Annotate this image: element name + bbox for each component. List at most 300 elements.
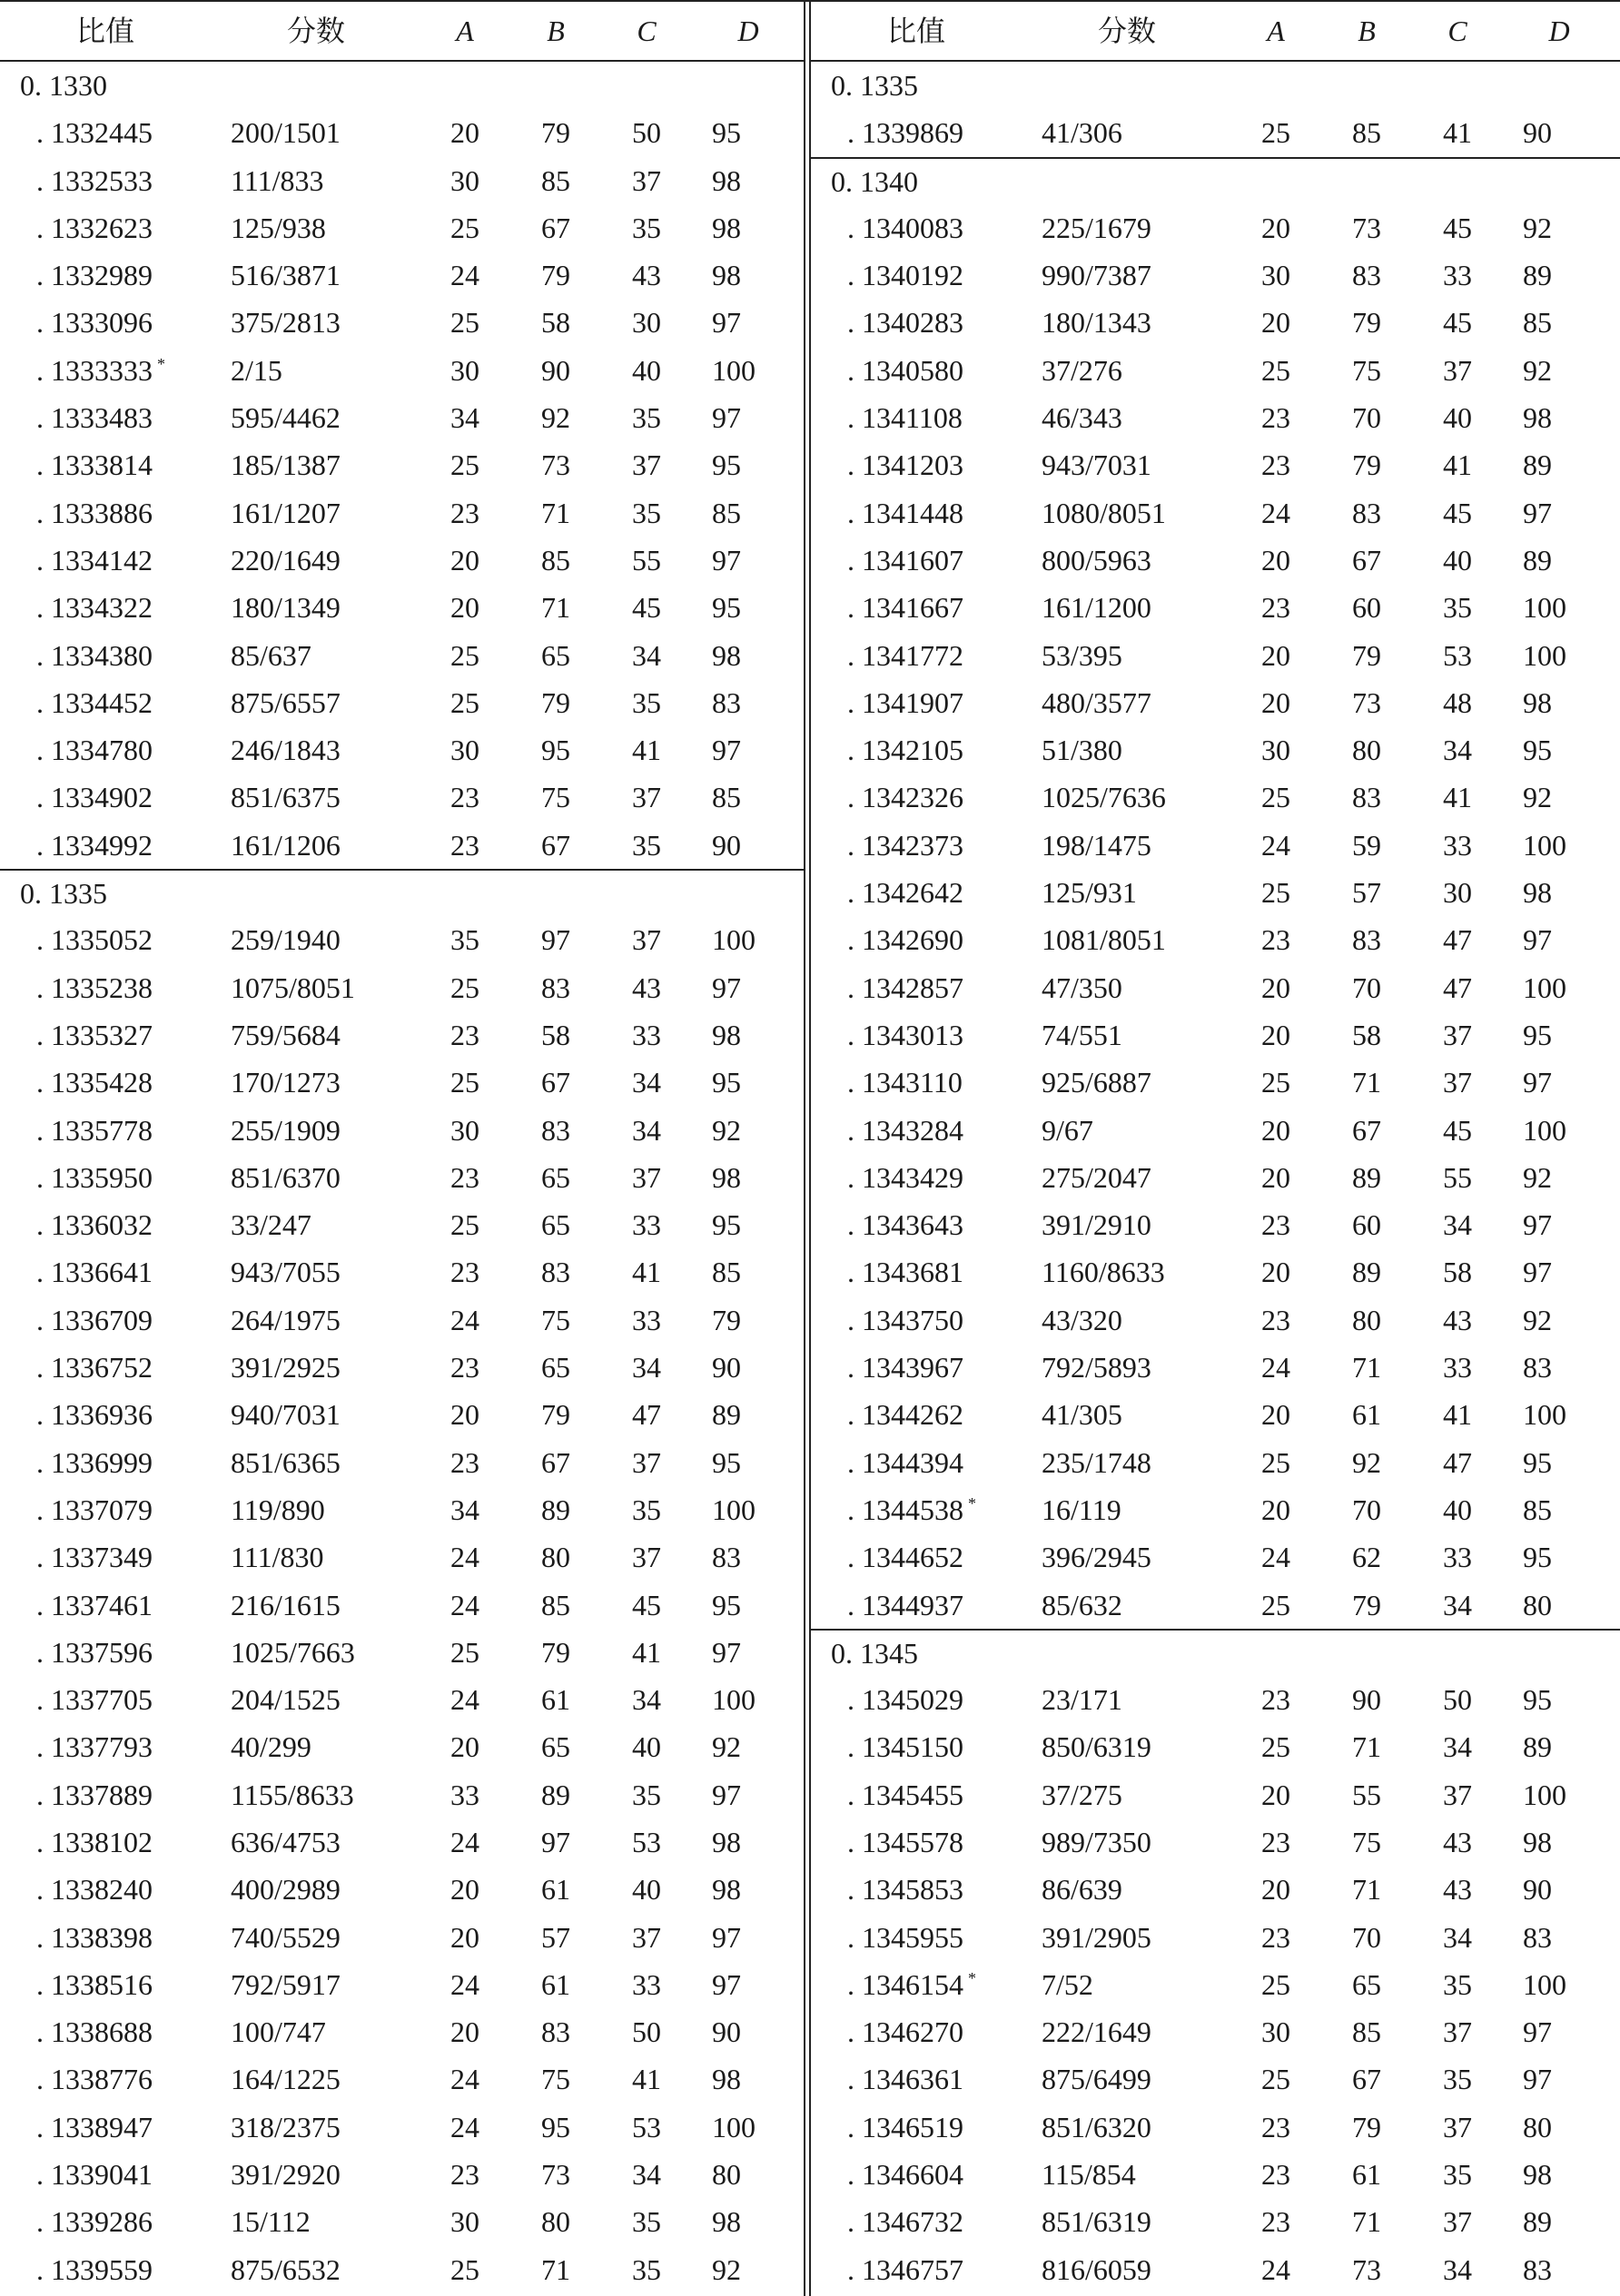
ratio-value: . 1346519 <box>847 2110 963 2143</box>
ratio-value: . 1341772 <box>847 638 963 672</box>
table-header <box>0 2 804 62</box>
c-cell: 40 <box>632 1873 661 1907</box>
a-cell: 24 <box>450 1967 479 2001</box>
c-cell: 43 <box>1443 1825 1472 1858</box>
table-row <box>0 1914 804 1961</box>
a-cell: 23 <box>1261 2158 1290 2192</box>
table-row <box>0 441 804 488</box>
table-row <box>0 2055 804 2103</box>
fraction-cell: 43/320 <box>1042 1303 1122 1336</box>
a-cell: 20 <box>1261 1493 1290 1526</box>
ratio-value: . 1335327 <box>36 1018 153 1051</box>
c-cell: 40 <box>1443 401 1472 435</box>
table-row <box>0 584 804 631</box>
ratio-value: . 1335428 <box>36 1066 153 1099</box>
fraction-cell: 46/343 <box>1042 401 1122 435</box>
b-cell: 67 <box>541 1066 570 1099</box>
table-row <box>811 1582 1620 1629</box>
b-cell: 55 <box>1352 1778 1381 1811</box>
b-cell: 85 <box>541 1588 570 1621</box>
table-row <box>811 584 1620 631</box>
fraction-cell: 851/6319 <box>1042 2205 1151 2239</box>
ratio-cell <box>847 251 1042 299</box>
b-cell: 73 <box>1352 685 1381 719</box>
table-row <box>811 299 1620 346</box>
ratio-value: . 1334452 <box>36 685 153 719</box>
b-cell: 70 <box>1352 971 1381 1004</box>
a-cell: 20 <box>450 543 479 576</box>
table-row <box>811 2055 1620 2103</box>
ratio-value: . 1337705 <box>36 1683 153 1717</box>
a-cell: 23 <box>1261 401 1290 435</box>
d-cell: 100 <box>712 1493 756 1526</box>
b-cell: 70 <box>1352 1920 1381 1954</box>
fraction-cell: 1075/8051 <box>231 971 355 1004</box>
d-cell: 97 <box>1523 1208 1552 1242</box>
section-label: 0. 1330 <box>20 69 107 102</box>
ratio-value: . 1342857 <box>847 971 963 1004</box>
a-cell: 24 <box>450 1683 479 1717</box>
note-mark: * <box>968 1968 976 1987</box>
fraction-cell: 15/112 <box>231 2205 311 2239</box>
c-cell: 40 <box>632 1730 661 1764</box>
ratio-value: . 1346154 <box>847 1967 963 2001</box>
d-cell: 97 <box>1523 496 1552 529</box>
ratio-value: . 1338947 <box>36 2110 153 2143</box>
table-row <box>811 1201 1620 1248</box>
d-cell: 97 <box>1523 2015 1552 2049</box>
table-row <box>0 347 804 394</box>
b-cell: 75 <box>1352 1825 1381 1858</box>
b-cell: 75 <box>1352 353 1381 387</box>
table-row <box>811 1344 1620 1391</box>
d-cell: 83 <box>1523 2252 1552 2286</box>
b-cell: 71 <box>541 2252 570 2286</box>
ratio-cell <box>847 1533 1042 1581</box>
ratio-cell <box>847 1011 1042 1059</box>
fraction-cell: 1155/8633 <box>231 1778 354 1811</box>
table-row <box>0 251 804 299</box>
table-row <box>0 1201 804 1248</box>
b-cell: 97 <box>541 1825 570 1858</box>
c-cell: 47 <box>1443 1445 1472 1479</box>
d-cell: 95 <box>712 1588 741 1621</box>
b-cell: 79 <box>541 1398 570 1432</box>
c-cell: 34 <box>632 2158 661 2192</box>
a-cell: 24 <box>1261 1541 1290 1574</box>
table-row <box>811 441 1620 488</box>
b-cell: 60 <box>1352 591 1381 625</box>
fraction-cell: 875/6557 <box>231 685 341 719</box>
c-cell: 55 <box>632 543 661 576</box>
column-header-c: C <box>637 15 657 47</box>
ratio-value: . 1344394 <box>847 1445 963 1479</box>
column-header-ratio: 比值 <box>75 15 135 47</box>
a-cell: 20 <box>1261 685 1290 719</box>
c-cell: 37 <box>632 1160 661 1194</box>
d-cell: 100 <box>1523 1778 1566 1811</box>
fraction-cell: 200/1501 <box>231 116 341 150</box>
ratio-value: . 1336752 <box>36 1351 153 1384</box>
ratio-cell <box>847 1771 1042 1818</box>
fraction-cell: 595/4462 <box>231 401 341 435</box>
fraction-cell: 161/1207 <box>231 496 341 529</box>
a-cell: 20 <box>1261 543 1290 576</box>
fraction-cell: 391/2910 <box>1042 1208 1151 1242</box>
ratio-cell <box>847 394 1042 441</box>
c-cell: 50 <box>632 2015 661 2049</box>
table-row <box>811 1533 1620 1581</box>
d-cell: 92 <box>712 1730 741 1764</box>
a-cell: 30 <box>450 2205 479 2239</box>
d-cell: 97 <box>712 1967 741 2001</box>
a-cell: 24 <box>1261 1351 1290 1384</box>
ratio-value: . 1334322 <box>36 591 153 625</box>
d-cell: 90 <box>1523 1873 1552 1907</box>
d-cell: 98 <box>712 1873 741 1907</box>
ratio-cell <box>847 726 1042 774</box>
fraction-cell: 792/5917 <box>231 1967 341 2001</box>
b-cell: 83 <box>1352 781 1381 814</box>
b-cell: 83 <box>1352 496 1381 529</box>
table-row <box>0 1866 804 1913</box>
ratio-value: . 1335052 <box>36 923 153 957</box>
fraction-cell: 33/247 <box>231 1208 311 1242</box>
fraction-cell: 1025/7663 <box>231 1635 355 1669</box>
c-cell: 34 <box>632 1683 661 1717</box>
ratio-value: . 1345455 <box>847 1778 963 1811</box>
c-cell: 41 <box>632 734 661 767</box>
table-row <box>0 1771 804 1818</box>
ratio-cell <box>847 1296 1042 1344</box>
d-cell: 95 <box>712 1066 741 1099</box>
table-row <box>811 869 1620 916</box>
fraction-cell: 990/7387 <box>1042 259 1151 292</box>
ratio-cell <box>36 1914 231 1961</box>
c-cell: 37 <box>632 448 661 482</box>
c-cell: 53 <box>1443 638 1472 672</box>
d-cell: 97 <box>1523 1066 1552 1099</box>
a-cell: 25 <box>1261 876 1290 910</box>
ratio-cell <box>36 632 231 679</box>
fraction-cell: 220/1649 <box>231 543 341 576</box>
fraction-cell: 185/1387 <box>231 448 341 482</box>
a-cell: 24 <box>450 1825 479 1858</box>
ratio-value: . 1336936 <box>36 1398 153 1432</box>
a-cell: 23 <box>1261 1303 1290 1336</box>
a-cell: 25 <box>1261 1066 1290 1099</box>
c-cell: 34 <box>1443 1920 1472 1954</box>
ratio-cell <box>36 1818 231 1866</box>
ratio-cell <box>36 157 231 204</box>
ratio-cell <box>847 1344 1042 1391</box>
a-cell: 25 <box>450 306 479 340</box>
a-cell: 23 <box>450 828 479 862</box>
fraction-cell: 37/275 <box>1042 1778 1122 1811</box>
ratio-cell <box>847 2151 1042 2198</box>
ratio-value: . 1341907 <box>847 685 963 719</box>
c-cell: 45 <box>1443 1113 1472 1147</box>
ratio-cell <box>847 1439 1042 1486</box>
fraction-cell: 740/5529 <box>231 1920 341 1954</box>
ratio-cell <box>36 394 231 441</box>
c-cell: 35 <box>632 685 661 719</box>
fraction-cell: 170/1273 <box>231 1066 341 1099</box>
d-cell: 100 <box>1523 1113 1566 1147</box>
b-cell: 75 <box>541 2063 570 2096</box>
a-cell: 20 <box>1261 306 1290 340</box>
d-cell: 89 <box>1523 448 1552 482</box>
c-cell: 40 <box>1443 1493 1472 1526</box>
c-cell: 33 <box>632 1208 661 1242</box>
fraction-cell: 111/833 <box>231 163 324 197</box>
ratio-value: . 1339041 <box>36 2158 153 2192</box>
fraction-cell: 115/854 <box>1042 2158 1136 2192</box>
a-cell: 23 <box>1261 1683 1290 1717</box>
d-cell: 95 <box>1523 1541 1552 1574</box>
b-cell: 70 <box>1352 1493 1381 1526</box>
ratio-cell <box>847 2008 1042 2055</box>
fraction-cell: 759/5684 <box>231 1018 341 1051</box>
table-row <box>811 1059 1620 1106</box>
ratio-value: . 1341108 <box>847 401 963 435</box>
a-cell: 34 <box>450 401 479 435</box>
table-row <box>0 726 804 774</box>
b-cell: 73 <box>1352 2252 1381 2286</box>
c-cell: 33 <box>632 1303 661 1336</box>
section-label: 0. 1340 <box>811 157 1620 204</box>
d-cell: 98 <box>1523 2158 1552 2192</box>
table-row <box>811 347 1620 394</box>
d-cell: 98 <box>1523 876 1552 910</box>
ratio-cell <box>847 1107 1042 1154</box>
ratio-cell <box>847 632 1042 679</box>
ratio-value: . 1345029 <box>847 1683 963 1717</box>
ratio-cell <box>36 1771 231 1818</box>
ratio-cell <box>36 1533 231 1581</box>
a-cell: 23 <box>1261 923 1290 957</box>
ratio-value: . 1337596 <box>36 1635 153 1669</box>
fraction-cell: 943/7031 <box>1042 448 1151 482</box>
c-cell: 45 <box>1443 306 1472 340</box>
c-cell: 43 <box>632 259 661 292</box>
d-cell: 89 <box>1523 2205 1552 2239</box>
fraction-cell: 180/1343 <box>1042 306 1151 340</box>
fraction-cell: 37/276 <box>1042 353 1122 387</box>
c-cell: 37 <box>1443 1778 1472 1811</box>
a-cell: 25 <box>1261 1445 1290 1479</box>
c-cell: 47 <box>1443 923 1472 957</box>
a-cell: 25 <box>450 448 479 482</box>
b-cell: 73 <box>541 2158 570 2192</box>
ratio-cell <box>36 774 231 821</box>
ratio-value: . 1339559 <box>36 2252 153 2286</box>
ratio-value: . 1342373 <box>847 828 963 862</box>
ratio-value: . 1332533 <box>36 163 153 197</box>
ratio-cell <box>847 774 1042 821</box>
d-cell: 100 <box>1523 971 1566 1004</box>
table-row <box>811 916 1620 963</box>
b-cell: 83 <box>1352 923 1381 957</box>
c-cell: 35 <box>1443 2158 1472 2192</box>
ratio-value: . 1338102 <box>36 1825 153 1858</box>
d-cell: 90 <box>712 828 741 862</box>
b-cell: 70 <box>1352 401 1381 435</box>
table-row <box>0 916 804 963</box>
ratio-value: . 1341607 <box>847 543 963 576</box>
c-cell: 35 <box>632 496 661 529</box>
d-cell: 83 <box>1523 1351 1552 1384</box>
fraction-cell: 851/6375 <box>231 781 341 814</box>
b-cell: 89 <box>1352 1256 1381 1289</box>
ratio-cell <box>36 1582 231 1629</box>
c-cell: 37 <box>632 923 661 957</box>
a-cell: 25 <box>1261 1730 1290 1764</box>
a-cell: 24 <box>1261 828 1290 862</box>
ratio-value: . 1343284 <box>847 1113 963 1147</box>
ratio-value: . 1345853 <box>847 1873 963 1907</box>
d-cell: 95 <box>712 591 741 625</box>
fraction-cell: 119/890 <box>231 1493 325 1526</box>
c-cell: 34 <box>1443 1588 1472 1621</box>
fraction-cell: 2/15 <box>231 353 282 387</box>
d-cell: 98 <box>712 1160 741 1194</box>
d-cell: 97 <box>1523 2063 1552 2096</box>
b-cell: 79 <box>1352 638 1381 672</box>
table-row <box>811 2104 1620 2151</box>
c-cell: 30 <box>632 306 661 340</box>
d-cell: 89 <box>1523 259 1552 292</box>
d-cell: 100 <box>712 353 756 387</box>
d-cell: 90 <box>712 2015 741 2049</box>
ratio-cell <box>36 1154 231 1201</box>
d-cell: 100 <box>1523 1398 1566 1432</box>
table-row <box>811 964 1620 1011</box>
c-cell: 35 <box>632 2205 661 2239</box>
c-cell: 35 <box>1443 1967 1472 2001</box>
c-cell: 43 <box>1443 1303 1472 1336</box>
d-cell: 100 <box>712 2110 756 2143</box>
ratio-cell <box>847 2246 1042 2293</box>
d-cell: 100 <box>712 923 756 957</box>
ratio-cell <box>36 2055 231 2103</box>
d-cell: 83 <box>712 1541 741 1574</box>
ratio-value: . 1344262 <box>847 1398 963 1432</box>
table-row <box>811 774 1620 821</box>
section-label: 0. 1345 <box>811 1629 1620 1676</box>
c-cell: 41 <box>1443 1398 1472 1432</box>
a-cell: 25 <box>1261 116 1290 150</box>
table-row <box>0 489 804 537</box>
fraction-cell: 161/1206 <box>231 828 341 862</box>
ratio-cell <box>847 489 1042 537</box>
ratio-cell <box>847 2104 1042 2151</box>
c-cell: 35 <box>632 401 661 435</box>
fraction-cell: 16/119 <box>1042 1493 1121 1526</box>
a-cell: 23 <box>450 1351 479 1384</box>
table-row <box>811 1866 1620 1913</box>
c-cell: 53 <box>632 2110 661 2143</box>
c-cell: 45 <box>632 591 661 625</box>
ratio-cell <box>36 1961 231 2008</box>
d-cell: 97 <box>712 401 741 435</box>
b-cell: 58 <box>1352 1018 1381 1051</box>
d-cell: 95 <box>712 1445 741 1479</box>
b-cell: 80 <box>1352 734 1381 767</box>
c-cell: 37 <box>1443 1066 1472 1099</box>
c-cell: 37 <box>1443 1018 1472 1051</box>
table-row <box>811 1818 1620 1866</box>
b-cell: 62 <box>1352 1541 1381 1574</box>
table-row <box>811 1914 1620 1961</box>
c-cell: 30 <box>1443 876 1472 910</box>
ratio-value: . 1336032 <box>36 1208 153 1242</box>
fraction-cell: 85/637 <box>231 638 311 672</box>
d-cell: 95 <box>1523 1683 1552 1717</box>
d-cell: 90 <box>712 1351 741 1384</box>
table-row <box>0 1439 804 1486</box>
a-cell: 23 <box>1261 1825 1290 1858</box>
ratio-value: . 1340580 <box>847 353 963 387</box>
ratio-value: . 1335238 <box>36 971 153 1004</box>
d-cell: 98 <box>1523 401 1552 435</box>
table-row <box>0 1961 804 2008</box>
ratio-cell <box>36 299 231 346</box>
a-cell: 30 <box>1261 2015 1290 2049</box>
d-cell: 98 <box>712 163 741 197</box>
c-cell: 33 <box>632 1967 661 2001</box>
a-cell: 25 <box>450 1066 479 1099</box>
table-row <box>811 1676 1620 1723</box>
c-cell: 34 <box>1443 2252 1472 2286</box>
fraction-cell: 204/1525 <box>231 1683 341 1717</box>
ratio-value: . 1337793 <box>36 1730 153 1764</box>
ratio-value: . 1340283 <box>847 306 963 340</box>
c-cell: 37 <box>632 1445 661 1479</box>
fraction-cell: 1160/8633 <box>1042 1256 1165 1289</box>
c-cell: 37 <box>1443 2015 1472 2049</box>
b-cell: 71 <box>541 496 570 529</box>
fraction-cell: 375/2813 <box>231 306 341 340</box>
b-cell: 67 <box>541 211 570 244</box>
table-row <box>811 251 1620 299</box>
a-cell: 23 <box>1261 448 1290 482</box>
ratio-cell <box>847 2198 1042 2245</box>
table-row <box>811 1296 1620 1344</box>
table-row <box>0 1344 804 1391</box>
ratio-value: . 1334992 <box>36 828 153 862</box>
table-row <box>811 537 1620 584</box>
table-row <box>811 204 1620 251</box>
a-cell: 25 <box>450 1635 479 1669</box>
c-cell: 34 <box>632 1066 661 1099</box>
fraction-cell: 989/7350 <box>1042 1825 1151 1858</box>
a-cell: 23 <box>450 1018 479 1051</box>
d-cell: 95 <box>712 1208 741 1242</box>
a-cell: 20 <box>1261 1018 1290 1051</box>
b-cell: 83 <box>541 2015 570 2049</box>
b-cell: 83 <box>541 1256 570 1289</box>
ratio-cell <box>847 1582 1042 1629</box>
ratio-cell <box>847 1866 1042 1913</box>
ratio-value: . 1337461 <box>36 1588 153 1621</box>
fraction-cell: 1025/7636 <box>1042 781 1166 814</box>
b-cell: 79 <box>541 116 570 150</box>
table-row <box>0 1723 804 1770</box>
fraction-cell: 850/6319 <box>1042 1730 1151 1764</box>
note-mark: * <box>157 354 165 373</box>
fraction-cell: 125/931 <box>1042 876 1137 910</box>
